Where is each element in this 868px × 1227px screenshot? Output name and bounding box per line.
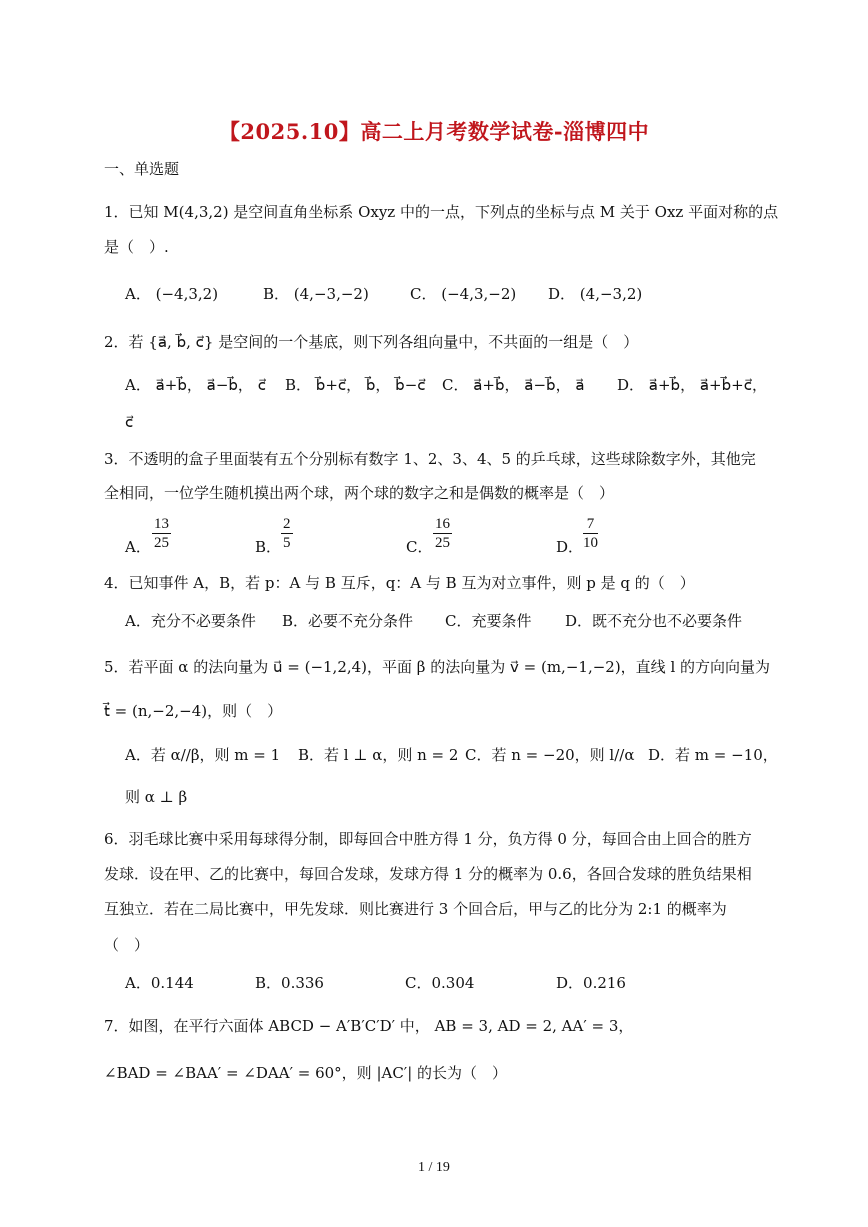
- q5-option-c: C．若 n = −20，则 l//α: [465, 746, 635, 764]
- question-6-stem-cont-2: 互独立．若在二局比赛中，甲先发球．则比赛进行 3 个回合后，甲与乙的比分为 2:1 的概率为: [104, 900, 727, 918]
- q3-option-c-fraction: [433, 515, 452, 552]
- q1-option-a: A． (−4,3,2): [125, 285, 219, 303]
- q2-option-c: C． a⃗+b⃗， a⃗−b⃗， a⃗: [442, 376, 585, 394]
- q3-a-denominator: 25: [154, 535, 169, 551]
- q3-a-numerator: 13: [154, 516, 169, 532]
- question-3-stem-cont: 全相同，一位学生随机摸出两个球，两个球的数字之和是偶数的概率是（ ）: [104, 484, 615, 502]
- question-1-stem-cont: 是（ ）.: [104, 238, 169, 256]
- q5-option-b: B．若 l ⊥ α，则 n = 2: [298, 746, 459, 764]
- q3-c-numerator: 16: [435, 516, 450, 532]
- q3-option-d-label: D．: [556, 538, 584, 556]
- q1-option-d: D． (4,−3,2): [548, 285, 643, 303]
- q3-option-d-fraction: [583, 515, 598, 552]
- q3-d-numerator: 7: [583, 515, 598, 534]
- question-6-stem-cont-3: （ ）: [104, 936, 150, 954]
- q3-d-denominator: 10: [583, 535, 598, 551]
- question-5-stem-cont: t⃗ = (n,−2,−4)，则（ ）: [104, 702, 283, 720]
- q3-option-a-label: A．: [125, 538, 151, 556]
- question-2-stem: 2．若 {a⃗, b⃗, c⃗} 是空间的一个基底，则下列各组向量中，不共面的一组是（ ）: [104, 333, 639, 351]
- question-5-stem: 5．若平面 α 的法向量为 u⃗ = (−1,2,4)，平面 β 的法向量为 v⃗ = (m,−1,−2)，直线 l 的方向向量为: [104, 658, 771, 676]
- q5-option-d-cont: 则 α ⊥ β: [125, 788, 188, 806]
- question-7-stem: 7．如图，在平行六面体 ABCD − A′B′C′D′ 中， AB = 3, AD = 2, AA′ = 3，: [104, 1017, 634, 1035]
- question-7-stem-cont: ∠BAD = ∠BAA′ = ∠DAA′ = 60°，则 |AC′| 的长为（ ）: [104, 1064, 508, 1082]
- q6-option-a: A．0.144: [125, 974, 194, 992]
- q4-option-d: D．既不充分也不必要条件: [565, 612, 743, 630]
- q6-option-b: B．0.336: [255, 974, 324, 992]
- q5-option-d: D．若 m = −10，: [648, 746, 778, 764]
- q3-option-b-fraction: [281, 515, 293, 552]
- question-3-stem: 3．不透明的盒子里面装有五个分别标有数字 1、2、3、4、5 的乒乓球，这些球除数字外，其他完: [104, 450, 756, 468]
- question-1-stem: 1．已知 M(4,3,2) 是空间直角坐标系 Oxyz 中的一点，下列点的坐标与点 M 关于 Oxz 平面对称的点: [104, 203, 779, 221]
- page-title: 【2025.10】高二上月考数学试卷-淄博四中: [218, 119, 650, 144]
- section-heading: 一、单选题: [104, 160, 180, 178]
- q6-option-c: C．0.304: [405, 974, 475, 992]
- q3-b-numerator: 2: [283, 516, 291, 532]
- q4-option-b: B．必要不充分条件: [282, 612, 414, 630]
- q2-option-d-cont: c⃗: [125, 413, 134, 431]
- q3-option-c-label: C．: [406, 538, 433, 556]
- q1-option-b: B． (4,−3,−2): [263, 285, 369, 303]
- q2-option-b: B． b⃗+c⃗， b⃗， b⃗−c⃗: [285, 376, 426, 394]
- question-4-stem: 4．已知事件 A，B，若 p：A 与 B 互斥，q：A 与 B 互为对立事件，则 p 是 q 的（ ）: [104, 574, 695, 592]
- q3-option-a-fraction: [152, 515, 171, 552]
- q3-option-b-label: B．: [255, 538, 282, 556]
- q4-option-a: A．充分不必要条件: [125, 612, 256, 630]
- q3-b-denominator: 5: [283, 535, 291, 551]
- q1-option-c: C． (−4,3,−2): [410, 285, 517, 303]
- q2-option-d: D． a⃗+b⃗， a⃗+b⃗+c⃗，: [617, 376, 767, 394]
- question-6-stem: 6．羽毛球比赛中采用每球得分制，即每回合中胜方得 1 分，负方得 0 分，每回合由上回合的胜方: [104, 830, 752, 848]
- page-number: 1 / 19: [418, 1160, 450, 1175]
- q4-option-c: C．充要条件: [445, 612, 532, 630]
- q3-c-denominator: 25: [435, 535, 450, 551]
- q5-option-a: A．若 α//β，则 m = 1: [125, 746, 281, 764]
- q2-option-a: A． a⃗+b⃗， a⃗−b⃗， c⃗: [125, 376, 266, 394]
- q6-option-d: D．0.216: [556, 974, 626, 992]
- question-6-stem-cont-1: 发球．设在甲、乙的比赛中，每回合发球，发球方得 1 分的概率为 0.6，各回合发球的胜负结果相: [104, 865, 752, 883]
